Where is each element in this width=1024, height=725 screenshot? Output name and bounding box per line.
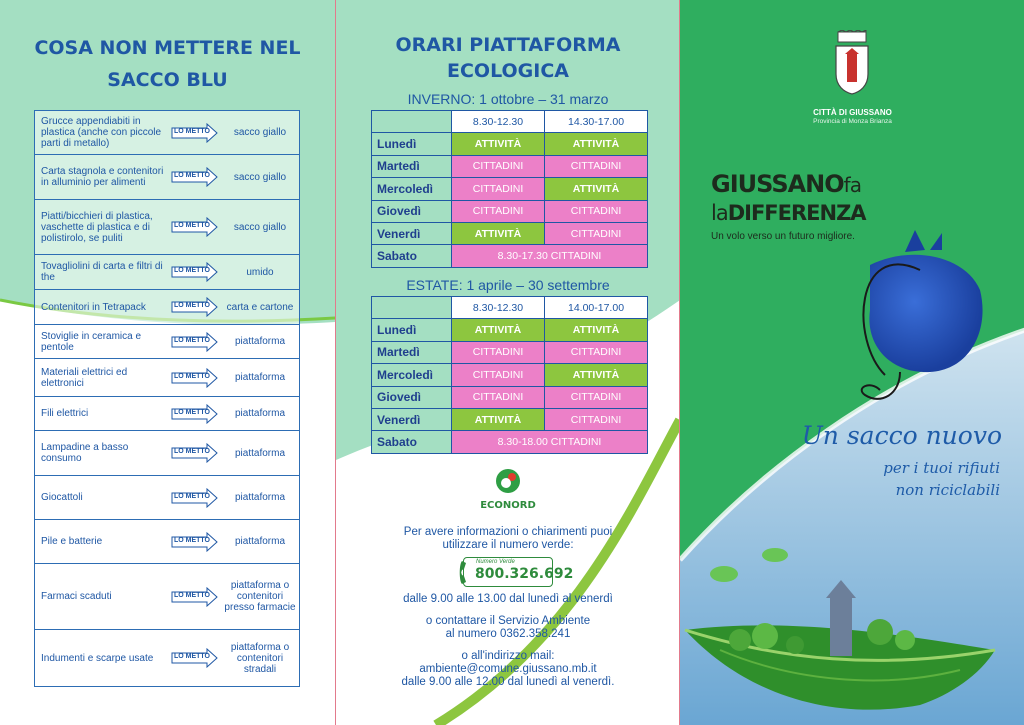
arrow-label: LO METTO bbox=[173, 372, 211, 380]
waste-item-row bbox=[35, 155, 299, 200]
day-cell: Giovedì bbox=[372, 386, 452, 408]
waste-item-destination: piattaforma bbox=[234, 492, 286, 503]
slot-cell: CITTADINI bbox=[452, 178, 545, 200]
brand-logo-line1: GIUSSANOfa bbox=[711, 170, 861, 198]
waste-item-name: Grucce appendiabiti in plastica (anche con piccole parti di metallo) bbox=[41, 116, 162, 149]
day-cell: Venerdì bbox=[372, 408, 452, 430]
waste-item-name: Pile e batterie bbox=[41, 536, 103, 547]
lo-metto-arrow-icon bbox=[171, 587, 221, 607]
waste-item-destination: piattaforma bbox=[234, 447, 286, 459]
summer-schedule-table bbox=[371, 296, 648, 454]
waste-item-name: Tovagliolini di carta e filtri di the bbox=[41, 261, 163, 283]
lo-metto-arrow-icon bbox=[171, 443, 221, 463]
day-cell: Venerdì bbox=[372, 222, 452, 244]
lo-metto-arrow-icon bbox=[171, 648, 221, 668]
slot-cell: ATTIVITÀ bbox=[452, 319, 545, 341]
arrow-label: LO METTO bbox=[173, 172, 211, 179]
arrow-label: LO METTO bbox=[173, 653, 211, 660]
slot-cell: ATTIVITÀ bbox=[452, 408, 545, 430]
waste-item-destination: sacco giallo bbox=[233, 171, 287, 183]
saturday-cell: 8.30-17.30 CITTADINI bbox=[452, 245, 648, 267]
waste-item-name: Piatti/bicchieri di plastica, vaschette di plastica e di polistirolo, se puliti bbox=[41, 210, 153, 244]
cover-subslogan: per i tuoi rifiuti non riciclabili bbox=[883, 459, 1000, 499]
econord-label: ECONORD bbox=[480, 500, 536, 511]
lo-metto-arrow-icon bbox=[171, 332, 221, 352]
slot-cell: CITTADINI bbox=[545, 155, 648, 177]
toll-free-label: Numero Verde bbox=[476, 559, 515, 565]
day-cell: Mercoledì bbox=[372, 178, 452, 200]
morning-header: 8.30-12.30 bbox=[452, 297, 545, 319]
waste-item-row bbox=[35, 520, 299, 564]
lo-metto-arrow-icon bbox=[171, 262, 221, 282]
toll-free-number[interactable] bbox=[463, 557, 574, 587]
waste-item-row bbox=[35, 630, 299, 686]
econord-logo-icon bbox=[494, 468, 522, 494]
waste-item-row bbox=[35, 255, 299, 290]
waste-item-name: Farmaci scaduti bbox=[41, 591, 112, 602]
slot-cell: ATTIVITÀ bbox=[452, 222, 545, 244]
arrow-label: LO METTO bbox=[173, 222, 211, 229]
waste-guide-title: COSA NON METTERE NEL SACCO BLU bbox=[34, 37, 301, 91]
day-cell: Mercoledì bbox=[372, 364, 452, 386]
schedule-panel bbox=[335, 0, 679, 725]
slot-cell: ATTIVITÀ bbox=[545, 364, 648, 386]
header-blank-cell bbox=[372, 111, 452, 133]
header-blank-cell bbox=[372, 297, 452, 319]
waste-item-row bbox=[35, 325, 299, 359]
waste-item-destination: piattaforma bbox=[234, 536, 286, 547]
waste-item-row bbox=[35, 397, 299, 431]
slot-cell: CITTADINI bbox=[545, 341, 648, 363]
waste-item-destination: piattaforma o contenitori stradali bbox=[230, 641, 290, 675]
waste-item-destination: piattaforma bbox=[234, 372, 286, 383]
arrow-label: LO METTO bbox=[173, 492, 211, 500]
day-cell: Lunedì bbox=[372, 133, 452, 155]
lo-metto-arrow-icon bbox=[171, 297, 221, 317]
waste-item-destination: carta e cartone bbox=[226, 301, 294, 313]
slot-cell: ATTIVITÀ bbox=[545, 178, 648, 200]
arrow-label: LO METTO bbox=[173, 408, 211, 416]
waste-item-row bbox=[35, 564, 299, 630]
winter-schedule-table bbox=[371, 110, 648, 268]
waste-item-row bbox=[35, 200, 299, 255]
lo-metto-arrow-icon bbox=[171, 532, 221, 552]
office-contact: o contattare il Servizio Ambiente al numero 0362.358.241 bbox=[425, 615, 591, 640]
waste-items-table bbox=[34, 110, 300, 687]
lo-metto-arrow-icon bbox=[171, 488, 221, 508]
slot-cell: CITTADINI bbox=[452, 200, 545, 222]
waste-item-row bbox=[35, 290, 299, 325]
waste-item-destination: piattaforma bbox=[234, 408, 286, 419]
arrow-label: LO METTO bbox=[173, 536, 211, 544]
schedule-title: ORARI PIATTAFORMA ECOLOGICA bbox=[395, 34, 621, 82]
afternoon-header: 14.30-17.00 bbox=[545, 111, 648, 133]
slot-cell: ATTIVITÀ bbox=[545, 133, 648, 155]
waste-item-name: Giocattoli bbox=[41, 492, 83, 503]
waste-item-name: Indumenti e scarpe usate bbox=[41, 652, 154, 664]
day-cell: Martedì bbox=[372, 341, 452, 363]
saturday-cell: 8.30-18.00 CITTADINI bbox=[452, 431, 648, 453]
cover-panel bbox=[679, 0, 1024, 725]
city-name: CITTÀ DI GIUSSANO bbox=[813, 108, 892, 117]
info-intro: Per avere informazioni o chiarimenti puoi utilizzare il numero verde: bbox=[403, 526, 613, 551]
slot-cell: CITTADINI bbox=[545, 222, 648, 244]
brand-logo-line2: laDIFFERENZA bbox=[711, 201, 866, 225]
winter-heading: INVERNO: 1 ottobre – 31 marzo bbox=[407, 91, 609, 107]
city-crest-icon bbox=[832, 30, 872, 96]
lo-metto-arrow-icon bbox=[171, 368, 221, 388]
slot-cell: ATTIVITÀ bbox=[545, 319, 648, 341]
arrow-label: LO METTO bbox=[173, 127, 211, 135]
day-cell: Giovedì bbox=[372, 200, 452, 222]
cover-slogan: Un sacco nuovo bbox=[801, 421, 1002, 450]
waste-item-destination: sacco giallo bbox=[233, 221, 287, 233]
phone-handset-icon bbox=[458, 560, 472, 585]
lo-metto-arrow-icon bbox=[171, 167, 221, 187]
waste-item-destination: umido bbox=[246, 266, 274, 278]
waste-item-name: Carta stagnola e contenitori in alluminio per alimenti bbox=[41, 166, 164, 188]
day-cell: Lunedì bbox=[372, 319, 452, 341]
slot-cell: CITTADINI bbox=[545, 386, 648, 408]
waste-item-row bbox=[35, 111, 299, 155]
econord-logo bbox=[336, 468, 679, 511]
slot-cell: ATTIVITÀ bbox=[452, 133, 545, 155]
mail-link[interactable]: ambiente@comune.giussano.mb.it bbox=[419, 663, 597, 675]
phone-hours: dalle 9.00 alle 13.00 dal lunedì al venerdì bbox=[403, 593, 613, 605]
lo-metto-arrow-icon bbox=[171, 123, 221, 143]
summer-heading: ESTATE: 1 aprile – 30 settembre bbox=[406, 277, 610, 293]
afternoon-header: 14.00-17.00 bbox=[545, 297, 648, 319]
morning-header: 8.30-12.30 bbox=[452, 111, 545, 133]
slot-cell: CITTADINI bbox=[545, 200, 648, 222]
lo-metto-arrow-icon bbox=[171, 217, 221, 237]
arrow-label: LO METTO bbox=[173, 448, 211, 455]
brand-tagline: Un volo verso un futuro migliore. bbox=[711, 231, 855, 242]
waste-item-row bbox=[35, 431, 299, 476]
waste-item-destination: piattaforma o contenitori presso farmacie bbox=[224, 580, 296, 613]
lo-metto-arrow-icon bbox=[171, 404, 221, 424]
arrow-label: LO METTO bbox=[173, 591, 211, 599]
arrow-label: LO METTO bbox=[173, 336, 211, 344]
slot-cell: CITTADINI bbox=[452, 364, 545, 386]
waste-guide-panel bbox=[0, 0, 335, 725]
arrow-label: LO METTO bbox=[173, 302, 211, 309]
day-cell: Martedì bbox=[372, 155, 452, 177]
slot-cell: CITTADINI bbox=[452, 386, 545, 408]
waste-item-destination: piattaforma bbox=[234, 336, 286, 347]
waste-item-row bbox=[35, 476, 299, 520]
waste-item-name: Stoviglie in ceramica e pentole bbox=[41, 330, 142, 353]
slot-cell: CITTADINI bbox=[452, 341, 545, 363]
mail-contact: o all'indirizzo mail: ambiente@comune.giussano.mb.it dalle 9.00 alle 12.00 dal lunedì al venerdì. bbox=[336, 650, 679, 689]
waste-item-name: Lampadine a basso consumo bbox=[41, 442, 129, 464]
waste-item-name: Fili elettrici bbox=[41, 408, 89, 419]
slot-cell: CITTADINI bbox=[545, 408, 648, 430]
arrow-label: LO METTO bbox=[173, 267, 211, 274]
waste-item-name: Contenitori in Tetrapack bbox=[41, 301, 146, 313]
slot-cell: CITTADINI bbox=[452, 155, 545, 177]
waste-item-name: Materiali elettrici ed elettronici bbox=[41, 366, 128, 389]
day-cell: Sabato bbox=[372, 245, 452, 267]
waste-item-destination: sacco giallo bbox=[233, 127, 287, 138]
province-name: Provincia di Monza Brianza bbox=[813, 118, 892, 125]
day-cell: Sabato bbox=[372, 431, 452, 453]
toll-free-value: 800.326.692 bbox=[475, 566, 574, 582]
waste-item-row bbox=[35, 359, 299, 397]
